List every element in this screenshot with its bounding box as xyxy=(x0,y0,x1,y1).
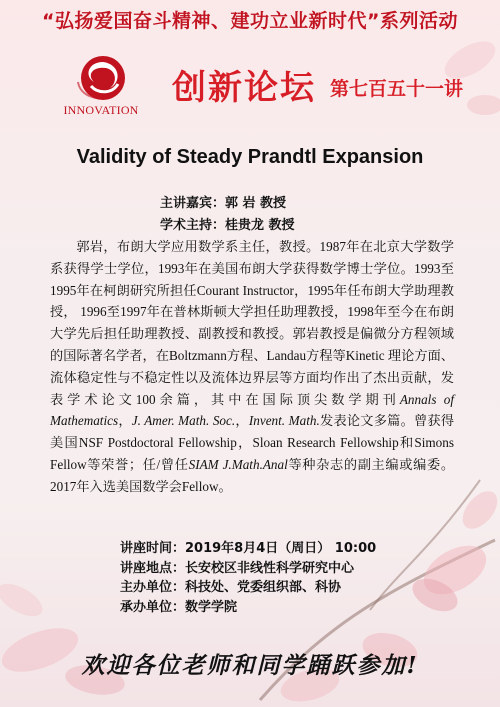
speaker-line: 主讲嘉宾：郭 岩 教授 xyxy=(160,196,287,211)
forum-session-number: 第七百五十一讲 xyxy=(330,78,464,100)
organizer: 主办单位：科技处、党委组织部、科协 xyxy=(120,580,342,595)
lecture-info-block xyxy=(120,539,376,617)
journal-jams: J. Amer. Math. Soc. xyxy=(131,413,236,429)
journal-annals: Annals of Mathematics xyxy=(50,391,455,429)
bio-separator: ， xyxy=(235,413,249,429)
journal-siam: SIAM J.Math.Anal xyxy=(188,456,288,472)
lecture-time: 讲座时间：2019年8月4日（周日） 10:00 xyxy=(120,541,377,556)
welcome-message: 欢迎各位老师和同学踊跃参加! xyxy=(81,652,419,679)
logo-text: INNOVATION xyxy=(63,103,139,117)
lecture-location: 讲座地点：长安校区非线性科学研究中心 xyxy=(120,560,355,576)
speaker-biography xyxy=(50,236,454,498)
forum-title: 创新论坛 xyxy=(172,68,316,108)
bio-separator: ， xyxy=(118,413,132,429)
bio-part3: 等种杂志的副主编或编委。2017年入选美国数学会Fellow。 xyxy=(50,456,455,494)
bio-part2: 发表论文多篇。曾获得美国NSF Postdoctoral Fellowship，Sloan Research Fellowship和Simons Fellow等荣誉；任/曾任 xyxy=(50,413,455,472)
host-unit: 承办单位：数学学院 xyxy=(120,599,238,615)
journal-invent: Invent. Math. xyxy=(248,413,320,429)
lecture-title: Validity of Steady Prandtl Expansion xyxy=(76,146,424,168)
series-banner: “弘扬爱国奋斗精神、建功立业新时代”系列活动 xyxy=(42,10,458,32)
host-line: 学术主持：桂贵龙 教授 xyxy=(160,218,295,233)
bio-part1: 郭岩，布朗大学应用数学系主任，教授。1987年在北京大学数学系获得学士学位，1993年在美国布朗大学获得数学博士学位。1993至1995年在柯朗研究所担任Courant Instructor，1995年任布朗大学助理教授， 1996至1997年在普林斯顿大学担任助理教授，1998年至今在布朗大学先后担任助理教授、副教授和教授。郭岩教授是偏微分方程领域的国际著名学者，在Boltzmann方程、Landau方程等Kinetic 理论方面、流体稳定性与不稳定性以及流体边界层等方面均作出了杰出贡献，发表学术论文100余篇，其中在国际顶尖数学期刊 xyxy=(50,239,454,407)
